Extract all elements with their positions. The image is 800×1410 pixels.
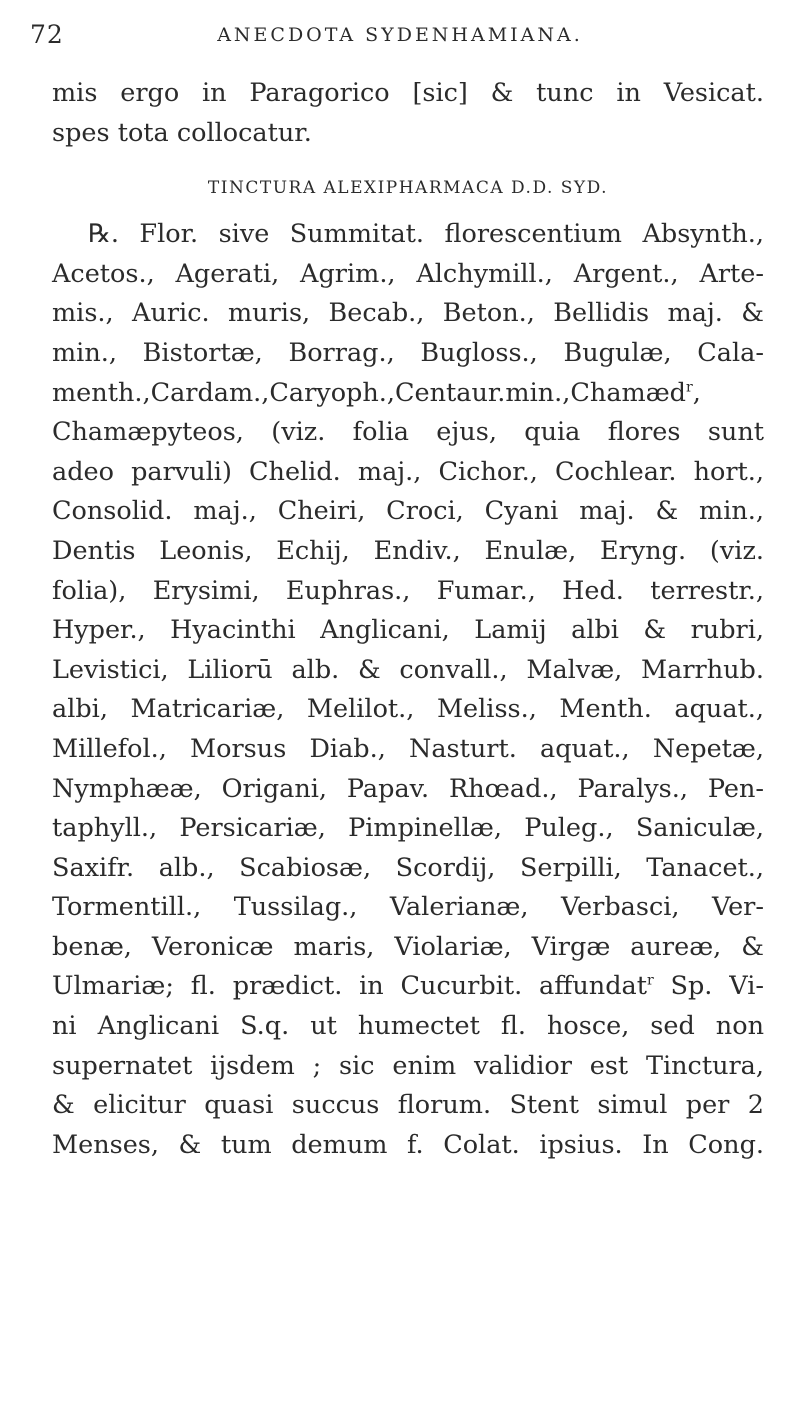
text-line: mis ergo in Paragorico [sic] & tunc in Vesicat. (52, 78, 764, 108)
text-line: min., Bistortæ, Borrag., Bugloss., Bugulæ, Cala- (52, 337, 764, 368)
text-line: Menses, & tum demum f. Colat. ipsius. In Cong. (52, 1129, 764, 1160)
text-run: Ulmariæ; fl. prædict. in Cucurbit. affundat (52, 971, 647, 1002)
text-line: taphyll., Persicariæ, Pimpinellæ, Puleg., Saniculæ, (52, 813, 764, 844)
text-line: Levistici, Liliorū alb. & convall., Malvæ, Marrhub. (52, 654, 764, 685)
text-line: Nymphææ, Origani, Papav. Rhœad., Paralys., Pen- (52, 773, 764, 804)
text-line: ℞. Flor. sive Summitat. florescentium Absynth., (88, 219, 764, 250)
text-line: Millefol., Morsus Diab., Nasturt. aquat., Nepetæ, (52, 733, 764, 764)
text-line: mis., Auric. muris, Becab., Beton., Bellidis maj. & (52, 298, 764, 329)
text-line: Saxifr. alb., Scabiosæ, Scordij, Serpilli, Tanacet., (52, 852, 764, 883)
text-line (52, 967, 764, 1007)
text-line: folia), Erysimi, Euphras., Fumar., Hed. terrestr., (52, 575, 764, 606)
running-head: ANECDOTA SYDENHAMIANA. (217, 24, 583, 46)
text-line: spes tota collocatur. (52, 117, 312, 148)
text-line: Hyper., Hyacinthi Anglicani, Lamij albi & rubri, (52, 615, 764, 646)
superscript: r (686, 379, 693, 396)
text-line: Acetos., Agerati, Agrim., Alchymill., Argent., Arte- (52, 258, 764, 289)
text-run: menth.,Cardam.,Caryoph.,Centaur.min.,Chamæd (52, 377, 686, 408)
page-header (30, 20, 770, 60)
body-text (52, 74, 764, 1165)
section-heading: TINCTURA ALEXIPHARMACA D.D. SYD. (207, 178, 609, 199)
text-line: supernatet ijsdem ; sic enim validior est Tinctura, (52, 1050, 764, 1081)
text-line: Consolid. maj., Cheiri, Croci, Cyani maj. & min., (52, 496, 764, 527)
text-line (52, 374, 764, 414)
text-line: adeo parvuli) Chelid. maj., Cichor., Cochlear. hort., (52, 456, 764, 487)
text-line: & elicitur quasi succus florum. Stent simul per 2 (52, 1090, 764, 1121)
superscript: r (646, 972, 654, 989)
text-line: Chamæpyteos, (viz. folia ejus, quia flores sunt (52, 417, 764, 448)
page-number: 72 (30, 20, 64, 49)
text-line: Dentis Leonis, Echij, Endiv., Enulæ, Eryng. (viz. (52, 535, 764, 566)
text-line: Tormentill., Tussilag., Valerianæ, Verbasci, Ver- (52, 892, 764, 923)
text-run: , (692, 377, 701, 408)
text-line: ni Anglicani S.q. ut humectet fl. hosce, sed non (52, 1011, 764, 1042)
text-run: Sp. Vi- (653, 971, 764, 1002)
text-line: albi, Matricariæ, Melilot., Meliss., Menth. aquat., (52, 694, 764, 725)
text-line: benæ, Veronicæ maris, Violariæ, Virgæ aureæ, & (52, 931, 764, 962)
